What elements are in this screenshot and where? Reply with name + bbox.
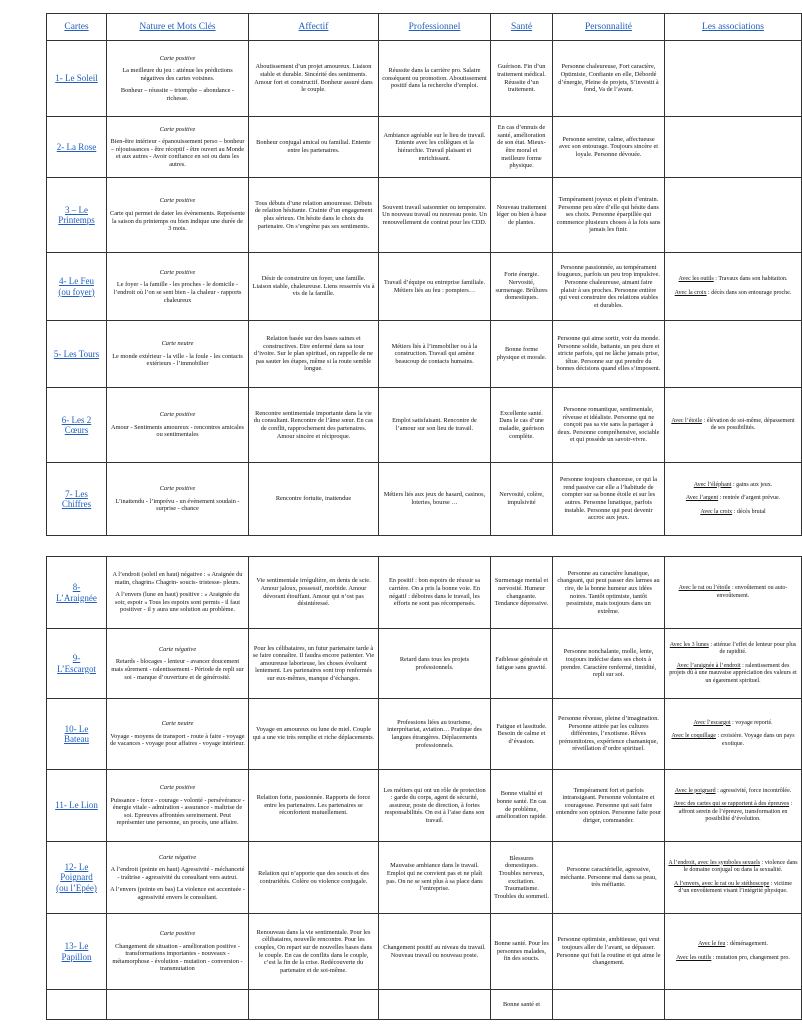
cards-table-page-2 [46, 556, 802, 1020]
keywords-text: Retards - blocages - lenteur - avancer doucement mais sûrement - ralentissement - Période de repli sur soi - manque d’ouverture et de générosité. [111, 658, 244, 681]
keywords-text: Puissance - force - courage - volonté - persévérance - énergie vitale - admiration - assurance - maîtrise de soi. Epreuves affrontées sereinement. Peut représenter une personne, un procès, une affaire. [110, 796, 245, 827]
sante-cell: Guérison. Fin d’un traitement médical. Réussite d’un traitement. [491, 41, 553, 117]
nature-cell [107, 321, 249, 388]
association-meaning: : voyage reporté. [730, 719, 773, 726]
keywords-text: Amour - Sentiments amoureux - rencontres amicales ou sentimentales [111, 423, 244, 439]
keywords-text: Carte qui permet de dater les évènements. Représente la saison du printemps ou bien indique une durée de 3 mois. [110, 209, 245, 233]
perso-cell: Personne toujours chanceuse, ce qui la rend passive car elle a l’habitude de compter sur sa bonne étoile et sur les autres. Personne lunatique, parfois instable. Personne qui peut devenir accroc aux jeux. [553, 463, 665, 536]
card-type-label: Carte positive [159, 784, 196, 792]
perso-cell: Tempérament fort et parfois intransigeant. Personne volontaire et courageuse. Personne qui sait faire entendre son opinion. Personne faite pour diriger, commander. [553, 770, 665, 842]
card-name-link[interactable]: 10- Le [64, 723, 89, 734]
card-type-label: Carte négative [158, 853, 197, 861]
card-name-link[interactable]: 4- Le Feu [59, 276, 94, 286]
perso-cell: Personne caractérielle, agressive, méchante. Personne mal dans sa peau, très méfiante. [553, 842, 665, 914]
cards-table-page-1 [46, 13, 802, 536]
table-row [47, 629, 802, 699]
column-header [491, 14, 553, 41]
card-name-link[interactable]: Cœurs [64, 425, 89, 435]
sante-cell: Bonne santé et [491, 990, 553, 1020]
card-name-cell [47, 842, 107, 914]
association-key-link[interactable]: Avec l’étoile [671, 417, 703, 424]
nature-cell [107, 117, 249, 178]
card-name-link[interactable]: 8- [72, 582, 81, 592]
card-type-label: Carte neutre [161, 340, 194, 348]
nature-cell [107, 990, 249, 1020]
association-meaning: : victime d’un envoûtement visant l’intégrité physique. [678, 880, 792, 894]
association-key-link[interactable]: Avec le feu [698, 941, 726, 947]
affectif-cell [249, 990, 379, 1020]
card-name-link[interactable]: 2- La Rose [56, 141, 97, 152]
association-meaning: : agressivité, force incontrôlée. [715, 787, 792, 794]
table-row [47, 321, 802, 388]
card-name-cell [47, 463, 107, 536]
keywords-text: Voyage - moyens de transport - route à faire - voyage de vacances - voyage pour affaires - voyage intérieur. [110, 732, 245, 748]
nature-cell [107, 629, 249, 699]
association-entry [668, 733, 798, 748]
associations-cell [665, 253, 802, 321]
association-meaning: : violence dans le domaine conjugal ou dans la sexualité. [683, 859, 798, 873]
card-type-label: Carte positive [159, 930, 196, 938]
table-row [47, 253, 802, 321]
card-name-cell [47, 914, 107, 990]
card-name-link[interactable]: 5- Les Tours [53, 348, 100, 359]
associations-cell [665, 914, 802, 990]
association-meaning: : ralentissement des projets dû à une mauvaise appréciation des valeurs et un égarement spirituel. [669, 662, 797, 684]
affectif-cell: Relation basée sur des bases saines et constructives. Etre enfermé dans sa tour d’ivoire. Sur le plan spirituel, on rappelle de ne pas sauter les étapes, même si la route semble longue. [249, 321, 379, 388]
card-name-link[interactable]: 6- Les 2 [61, 414, 92, 425]
association-entry [668, 720, 798, 728]
nature-cell [107, 557, 249, 629]
card-name-link[interactable]: 7- Les [65, 488, 88, 499]
pro-cell: Travail d’équipe ou entreprise familiale. Métiers liés au feu : pompiers… [379, 253, 491, 321]
nature-cell [107, 388, 249, 463]
sante-cell: Bonne vitalité et bonne santé. En cas de problème, amélioration rapide. [491, 770, 553, 842]
table-row [47, 699, 802, 770]
association-entry [668, 642, 798, 657]
card-type-label: Carte positive [159, 197, 196, 205]
association-entry [668, 509, 798, 517]
card-name-link[interactable]: Poignard [60, 872, 93, 883]
card-type-label: Carte positive [159, 485, 196, 493]
association-entry [668, 276, 798, 284]
nature-cell [107, 770, 249, 842]
card-type-label: Carte neutre [161, 720, 194, 728]
pro-cell: Métiers liés à l’immobilier ou à la construction. Travail qui amène beaucoup de contacts humains. [379, 321, 491, 388]
card-name-cell [47, 41, 107, 117]
association-key-link[interactable]: Avec l’araignée à l’endroit [676, 662, 741, 669]
perso-cell: Personne nonchalante, molle, lente, toujours indécise dans ses choix à prendre. Caractère renfermé, timidité, repli sur soi. [553, 629, 665, 699]
association-meaning: : élévation de soi-même, dépassement de ses possibilités. [702, 417, 795, 431]
card-name-cell [47, 990, 107, 1020]
card-name-link[interactable]: (ou l’Epée) [56, 882, 97, 893]
associations-cell [665, 990, 802, 1020]
associations-cell [665, 699, 802, 770]
card-name-link[interactable]: L’Araignée [56, 592, 97, 603]
table-row [47, 178, 802, 253]
card-name-cell [47, 178, 107, 253]
perso-cell: Personne rêveuse, pleine d’imagination. Personne attirée par les cultures différentes, l’exotisme. Rêves prémonitoires, expérience chamanique, réveillation d’ordre spirituel. [553, 699, 665, 770]
association-key-link[interactable]: Avec les outils [676, 954, 712, 961]
table-row [47, 41, 802, 117]
associations-cell [665, 117, 802, 178]
table-row [47, 914, 802, 990]
column-header-link[interactable]: Affectif [298, 21, 329, 32]
associations-cell [665, 770, 802, 842]
association-entry [668, 941, 798, 949]
card-name-link[interactable]: Papillon [61, 951, 92, 962]
association-meaning: : rentrée d’argent prévue. [718, 495, 781, 502]
card-name-link[interactable]: 9- [72, 653, 81, 663]
card-name-link[interactable]: Printemps [58, 215, 95, 225]
association-entry [668, 663, 798, 686]
association-key-link[interactable]: Avec la croix [700, 508, 733, 515]
column-header [107, 14, 249, 41]
affectif-cell: Désir de construire un foyer, une famille. Liaison stable, chaleureuse. Liens resserrés vis à vis de la famille. [249, 253, 379, 321]
association-entry [668, 881, 798, 896]
association-key-link[interactable]: Avec les outils [678, 276, 714, 282]
affectif-cell: Relation forte, passionnée. Rapports de force entre les partenaires. Les partenaires se réconfortent mutuellement. [249, 770, 379, 842]
associations-cell [665, 629, 802, 699]
affectif-cell: Bonheur conjugal amical ou familial. Entente entre les partenaires. [249, 117, 379, 178]
card-name-link[interactable]: Bateau [64, 734, 89, 744]
card-name-cell [47, 117, 107, 178]
table-row [47, 990, 802, 1020]
association-key-link[interactable]: A l’envers, avec le rat ou le stéthoscope [674, 880, 770, 887]
perso-cell: Personne optimiste, ambitieuse, qui veut toujours aller de l’avant, se dépasser. Personne qui fuit la routine et qui aime le changement. [553, 914, 665, 990]
keywords-text: Le foyer - la famille - les proches - le domicile - l’endroit où l’on se sent bien - la chaleur - rapports chaleureux [113, 281, 242, 304]
nature-cell [107, 914, 249, 990]
card-name-link[interactable]: 12- Le [64, 861, 89, 872]
sante-cell: Blessures domestiques. Troubles nerveux, excitation. Traumatisme. Troubles du sommeil. [491, 842, 553, 914]
pro-cell: Ambiance agréable sur le lieu de travail. Entente avec les collègues et la hiérarchie. Travail plaisant et enrichissant. [379, 117, 491, 178]
association-key-link[interactable]: Avec le poignard [674, 787, 716, 794]
column-header-link[interactable]: Cartes [64, 21, 89, 32]
association-meaning: : croisière. Voyage dans un pays exotique. [715, 733, 795, 747]
card-name-cell [47, 321, 107, 388]
keywords-text: L’inattendu - l’imprévu - un évènement soudain - surprise - chance [115, 497, 240, 513]
card-type-label: Carte négative [158, 645, 197, 653]
affectif-cell: Aboutissement d’un projet amoureux. Liaison stable et durable. Sincérité des sentiments. Amour fort et constructif. Bonheur assuré dans le couple. [249, 41, 379, 117]
keywords-text: Changement de situation - amélioration positive - transformations importantes - nouveaux - métamorphose - évolution - mutation - conversion - transmutation [112, 942, 243, 973]
card-name-link[interactable]: 11- Le Lion [55, 800, 98, 811]
card-type-label: Carte positive [159, 125, 196, 133]
sante-cell: Bonne santé. Pour les personnes malades, fin des soucis. [491, 914, 553, 990]
column-header [47, 14, 107, 41]
affectif-cell: Rencontre sentimentale importante dans la vie du consultant. Rencontre de l’âme sœur. En cas de conflit, rapprochement des partenaires. Amour sincère et réciproque. [249, 388, 379, 463]
affectif-cell: Relation qui n’apporte que des soucis et des contrariétés. Colère ou violence conjugale. [249, 842, 379, 914]
association-entry [668, 788, 798, 796]
pro-cell [379, 990, 491, 1020]
nature-cell [107, 842, 249, 914]
affectif-cell: Vie sentimentale irrégulière, en dents de scie. Amour jaloux, possessif, morbide. Amour dévorant étouffant. Amour qui n’ost pas désintéressé. [249, 557, 379, 629]
card-name-link[interactable]: L’Escargot [57, 663, 96, 674]
card-name-link[interactable]: 3 – Le [65, 204, 88, 215]
pro-cell: Les métiers qui ont un rôle de protection : garde du corps, agent de sécurité, assureur, poste de direction, à fortes responsabilités. On est à l’aise dans son travail. [379, 770, 491, 842]
association-key-link[interactable]: Avec l’escargot [693, 719, 731, 726]
card-name-cell [47, 770, 107, 842]
sante-cell: Fatigue et lassitude. Besoin de calme et d’évasion. [491, 699, 553, 770]
table-row [47, 388, 802, 463]
table-row [47, 463, 802, 536]
association-entry [668, 860, 798, 875]
perso-cell: Personne sereine, calme, affectueuse avec son entourage. Toujours sincère et loyale. Personne dévouée. [553, 117, 665, 178]
column-header [249, 14, 379, 41]
association-meaning: : atténue l’effet de lenteur pour plus de rapidité. [708, 641, 797, 656]
column-header-link[interactable]: Professionnel [408, 21, 461, 32]
sante-cell: En cas d’ennuis de santé, amélioration de son état. Mieux-être moral et meilleure forme physique. [491, 117, 553, 178]
sante-cell: Faiblesse générale et fatigue sans gravité. [491, 629, 553, 699]
card-name-cell [47, 253, 107, 321]
associations-cell [665, 321, 802, 388]
affectif-cell: Rencontre fortuite, inattendue [249, 463, 379, 536]
card-name-cell [47, 699, 107, 770]
keywords-text: La meilleure du jeu : atténue les prédictions négatives des cartes voisines. [122, 67, 233, 82]
nature-cell [107, 253, 249, 321]
association-key-link[interactable]: Avec des cartes qui se rapportent à des épreuves [673, 801, 790, 807]
perso-cell: Personne au caractère lunatique, changeant, qui peut passer des larmes au rire, de la bonne humeur aux idées noires. Tantôt optimiste, tantôt pessimiste, mais toujours dans un extrême. [553, 557, 665, 629]
sante-cell: Nervosité, colère, impulsivité [491, 463, 553, 536]
association-meaning: : Travaux dans son habitation. [713, 276, 788, 282]
association-key-link[interactable]: Avec le coquillage [671, 733, 716, 740]
pro-cell: Mauvaise ambiance dans le travail. Emploi qui ne convient pas et ne plaît pas. On ne se sent plus à sa place dans l’entreprise. [379, 842, 491, 914]
card-name-link[interactable]: Chiffres [61, 499, 92, 509]
affectif-cell: Renouveau dans la vie sentimentale. Pour les célibataires, nouvelle rencontre. Pour les couples, On repart sur de nouvelles bases dans le couple. En cas de conflits dans le couple, c’est la fin de la crise. Redécouverte du partenaire et de soi-même. [249, 914, 379, 990]
perso-cell: Personne passionnée, au tempérament fougueux, parfois un peu trop impulsive. Personne chaleureuse, aimant faire plaisir à ses proches. Personne entière qui veut construire des relations stables et durables. [553, 253, 665, 321]
column-header-link[interactable]: Nature et Mots Clés [139, 21, 216, 32]
column-header-link[interactable]: Personnalité [585, 21, 632, 32]
association-meaning: : envoûtement ou auto-envoûtement. [716, 585, 788, 599]
keywords-text: A l’endroit (pointe en haut) Agressivité - méchanceté - traîtrise - agressivité du consultant vers autrui. [110, 866, 245, 881]
associations-cell [665, 178, 802, 253]
association-meaning: : décès brutal [732, 508, 766, 515]
sante-cell: Surmenage mental et nervosité. Humeur changeante. Tendance dépressive. [491, 557, 553, 629]
column-header-link[interactable]: Les associations [701, 21, 764, 32]
keywords-text: Bien-être intérieur - épanouissement perso – bonheur – réjouissances - être réceptif - être ouvert au Monde et aux autres - Avoir confiance en soi ou dans les autres. [110, 138, 245, 168]
table-row [47, 842, 802, 914]
card-type-label: Carte positive [159, 411, 196, 419]
perso-cell [553, 990, 665, 1020]
column-header [553, 14, 665, 41]
associations-cell [665, 388, 802, 463]
pro-cell: Professions liées au tourisme, interprétariat, aviation… Pratique des langues étrangères. Déplacements professionnels. [379, 699, 491, 770]
association-entry [668, 418, 798, 433]
nature-cell [107, 178, 249, 253]
perso-cell: Tempérament joyeux et plein d’entrain. Personne peu sûre d’elle qui hésite dans ses choix. Personne éparpillée qui commence plusieurs choses à la fois sans jamais les finir. [553, 178, 665, 253]
keywords-text: A l’envers (pointe en bas) La violence est accentuée - agressivité envers le consultant. [110, 886, 245, 901]
association-entry [668, 585, 798, 600]
affectif-cell: Tous débuts d’une relation amoureuse. Débuts de relation hésitante. Crainte d’un engagement plus sérieux. On hésite dans le choix du partenaire. On s’engrène pas ses sentiments. [249, 178, 379, 253]
association-entry [668, 801, 798, 824]
association-entry [668, 290, 798, 298]
table-row [47, 117, 802, 178]
card-name-cell [47, 629, 107, 699]
association-entry [668, 482, 798, 490]
pro-cell: Retard dans tous les projets professionnels. [379, 629, 491, 699]
association-key-link[interactable]: Avec l’argent [685, 495, 719, 502]
card-name-cell [47, 557, 107, 629]
pro-cell: En positif : bon espoirs de réussir sa carrière. On a pris la bonne voie. En négatif : déboires dans le travail, les efforts ne sont pas récompensés. [379, 557, 491, 629]
association-entry [668, 955, 798, 963]
sante-cell: Excellente santé. Dans le cas d’une maladie, guérison complète. [491, 388, 553, 463]
card-name-link[interactable]: 13- Le [64, 941, 89, 951]
card-name-link[interactable]: 1- Le Soleil [55, 73, 98, 84]
header-row [47, 14, 802, 41]
sante-cell: Forte énergie. Nervosité, surmenage. Brûlures domestiques. [491, 253, 553, 321]
sante-cell: Bonne forme physique et morale. [491, 321, 553, 388]
association-entry [668, 495, 798, 503]
pro-cell: Souvent travail saisonnier ou temporaire. Un nouveau travail ou nouveau poste. Un renouvellement de contrat pour les CDD. [379, 178, 491, 253]
association-meaning: : déménagement. [725, 941, 768, 947]
association-meaning: : mutation pro, changement pro. [711, 954, 790, 961]
association-meaning: : gains aux jeux. [731, 481, 773, 488]
column-header-link[interactable]: Santé [510, 21, 533, 32]
perso-cell: Personne chaleureuse, Fort caractère, Optimiste, Confiante en elle, Débordé d’énergie, Pleine de projets, S’investit à fond, Va de l’avant. [553, 41, 665, 117]
card-type-label: Carte positive [159, 268, 196, 276]
column-header [665, 14, 802, 41]
nature-cell [107, 463, 249, 536]
pro-cell: Changement positif au niveau du travail. Nouveau travail ou nouveau poste. [379, 914, 491, 990]
perso-cell: Personne romantique, sentimentale, rêveuse et idéaliste. Personne qui ne conçoit pas sa vie sans la partager à deux. Personne compréhensive, sociable et qui possède un savoir-vivre. [553, 388, 665, 463]
keywords-text: Le monde extérieur - la ville - la foule - les contacts extérieurs - l’immobilier [112, 352, 243, 368]
card-name-link[interactable]: (ou foyer) [58, 286, 95, 297]
table-row [47, 770, 802, 842]
associations-cell [665, 463, 802, 536]
keywords-text: Bonheur – réussite – triomphe – abondance - richesse. [120, 87, 235, 102]
association-meaning: : décès dans son entourage proche. [706, 289, 792, 296]
pro-cell: Emploi satisfaisant. Rencontre de l’amour sur son lieu de travail. [379, 388, 491, 463]
pro-cell: Réussite dans la carrière pro. Salaire conséquent ou promotion. Aboutissement positif dans la recherche d’emploi. [379, 41, 491, 117]
associations-cell [665, 842, 802, 914]
association-key-link[interactable]: Avec le rat ou l’étoile [678, 585, 731, 591]
associations-cell [665, 41, 802, 117]
keywords-text: A l’endroit (soleil en haut) négative : « Araignée du matin, chagrin» Chagrin- soucis- tristesse- pleurs. [112, 571, 243, 586]
association-key-link[interactable]: Avec la croix [674, 289, 707, 296]
association-key-link[interactable]: A l’endroit, avec les symboles sexuels [668, 859, 761, 866]
keywords-text: A l’envers (lune en haut) positive : « Araignée du soir, espoir » Tous les espoirs sont permis - il faut positiver - il y aura une solution au problème. [115, 591, 240, 614]
table-row [47, 557, 802, 629]
perso-cell: Personne qui aime sortir, voir du monde. Personne solide, battante, un peu dure et stricte parfois, qui ne lâche jamais prise, têtue. Personne sur qui prendre du bonnes décisions quand elles s’imposent. [553, 321, 665, 388]
card-type-label: Carte positive [159, 54, 196, 62]
association-key-link[interactable]: Avec les 3 lunes [669, 641, 709, 648]
affectif-cell: Pour les célibataires, un futur partenaire tarde à se faire connaître. Il faudra encore patienter. Vie amoureuse laborieuse, les choses évoluent lentement. Les partenaires sont trop renfermés sur eux-mêmes, manque d’échanges. [249, 629, 379, 699]
nature-cell [107, 699, 249, 770]
association-key-link[interactable]: Avec l’éléphant [693, 481, 732, 488]
sante-cell: Nouveau traitement léger ou bien à base de plantes. [491, 178, 553, 253]
nature-cell [107, 41, 249, 117]
associations-cell [665, 557, 802, 629]
column-header [379, 14, 491, 41]
card-name-cell [47, 388, 107, 463]
association-meaning: : affront serein de l’épreuve, transformation en possibilité d’évolution. [678, 801, 793, 822]
affectif-cell: Voyage en amoureux ou lune de miel. Couple qui a une vie très remplie et riche déplacements. [249, 699, 379, 770]
pro-cell: Métiers liés aux jeux de hasard, casinos, loteries, bourse … [379, 463, 491, 536]
